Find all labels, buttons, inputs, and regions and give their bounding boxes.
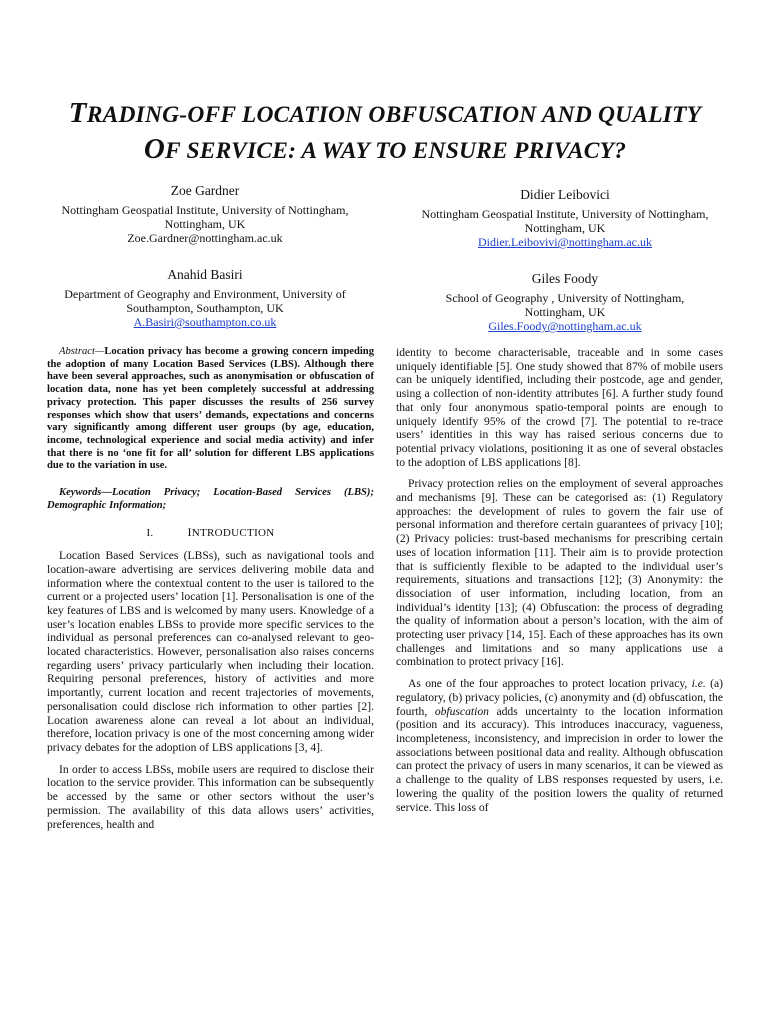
author-block-1 [40,184,370,245]
section-number: I. [146,527,154,540]
section-title-rest: NTRODUCTION [191,527,275,540]
author-affiliation: Nottingham, UK [524,305,606,319]
author-affiliation: Nottingham Geospatial Institute, University of Nottingham, [61,203,349,217]
author-email-link[interactable]: Giles.Foody@nottingham.ac.uk [488,319,642,333]
body-paragraph: identity to become characterisable, traceable and in some cases uniquely identifiable [5]. One study showed that 87% of mobile users can be uniquely identified, including their postcode, age and gender, using a collection of non-identity attributes [6]. A further study found that only four anonymous spatio-temporal points are enough to uniquely identify 95% of the crowd [7]. The potential to re-trace users’ identities in this way has raised serious concerns due to potential privacy violations, positioning it as one of several obstacles to the adoption of LBS applications [8]. [396,346,723,469]
author-affiliation: Nottingham, UK [524,221,606,235]
abstract-text: Location privacy has become a growing concern impeding the adoption of many Location Based Services (LBS). Although there have been several approaches, such as anonymisation or obfuscation of location data, none has yet been completely successful at addressing privacy protection. This paper discusses the results of 256 survey responses which show that users’ demands, expectations and concerns vary significantly among different user groups (by age, education, income, technological experience and social media activity) and infer that there is no ‘one fit for all’ solution for different LBS applications due to the variation in use. [47,346,374,472]
author-affiliation: School of Geography , University of Nottingham, [445,291,685,305]
author-block-2 [400,188,730,249]
body-paragraph: Privacy protection relies on the employment of several approaches and mechanisms [9]. These can be categorised as: (1) Regulatory approaches: the development of rules to govern the fair use of personal information and therefore certain guarantees of privacy [10]; (2) Privacy policies: trust-based mechanisms for prescribing certain uses of location information [11]. Their aim is to provide protection that is sufficiently flexible to be adapted to the individual user’s requirements, situations and transactions [12]; (3) Anonymity: the dissociation of user information, including location, from an individual’s identity [13]; (4) Obfuscation: the process of degrading the quality of information about a person’s location, with the aim of protecting user privacy [14, 15]. Each of these approaches has its own challenges and limitations and so many applications use a combination to protect privacy [16]. [396,477,723,669]
author-affiliation: Nottingham Geospatial Institute, University of Nottingham, [421,207,709,221]
title-line-1: TRADING-OFF LOCATION OBFUSCATION AND QUALITY [68,97,702,129]
title-line-2: OF SERVICE: A WAY TO ENSURE PRIVACY? [143,133,627,165]
section-title-initial: I [187,525,192,540]
body-paragraph: As one of the four approaches to protect location privacy, i.e. (a) regulatory, (b) privacy policies, (c) anonymity and (d) obfuscation, the fourth, obfuscation adds uncertainty to the location information (position and its accuracy). This introduces inaccuracy, vagueness, incompleteness, inconsistency, and imprecision in order to lower the associations between positional data and reality. Although obfuscation can protect the privacy of users in many scenarios, it can be viewed as a challenge to the quality of LBS responses requested by users, i.e. lowering the quality of the position lowers the quality of returned service. This loss of [396,677,723,814]
author-name: Giles Foody [531,271,599,286]
left-column [47,346,374,831]
body-paragraph: In order to access LBSs, mobile users are required to disclose their location to the service provider. This information can be subsequently be accessed by the same or other sectors without the user’s permission. The availability of this data allows users’ activities, preferences, health and [47,762,374,831]
author-email: Zoe.Gardner@nottingham.ac.uk [127,231,283,245]
author-affiliation: Southampton, Southampton, UK [126,301,284,315]
body-paragraph: Location Based Services (LBSs), such as navigational tools and location-aware advertising are services delivering mobile data and information where the contextual content to the user is tailored to the current or a projected users’ location [1]. Personalisation is one of the key features of LBS and is welcomed by many users. Knowledge of a user’s location enables LBSs to provide more specific services to the individual as personal preferences can co-analysed relevant to geo-located characteristics. However, personalisation also raises concerns regarding users’ privacy particularly when including their location. Requiring personal preferences, history of activities and more importantly, current location and recent trajectories of movements, personalisation could disclose rich information to other parties [2]. Location awareness alone can reveal a lot about an individual, therefore, location privacy is one of the most concerning among wider privacy debates for the adoption of LBS applications [3, 4]. [47,549,374,754]
abstract [47,346,374,473]
author-name: Anahid Basiri [167,267,243,282]
section-heading [47,526,374,541]
paper-title [40,96,730,168]
author-name: Didier Leibovici [520,187,610,202]
author-block-4 [400,272,730,333]
keywords: Keywords—Location Privacy; Location-Based Services (LBS); Demographic Information; [47,487,374,511]
author-name: Zoe Gardner [170,183,240,198]
author-email-link[interactable]: A.Basiri@southampton.co.uk [133,315,277,329]
author-affiliation: Department of Geography and Environment, University of [64,287,346,301]
author-affiliation: Nottingham, UK [164,217,246,231]
abstract-label: Abstract— [59,346,105,357]
author-email-link[interactable]: Didier.Leibovivi@nottingham.ac.uk [477,235,653,249]
right-column [396,346,723,814]
author-block-3 [40,268,370,329]
